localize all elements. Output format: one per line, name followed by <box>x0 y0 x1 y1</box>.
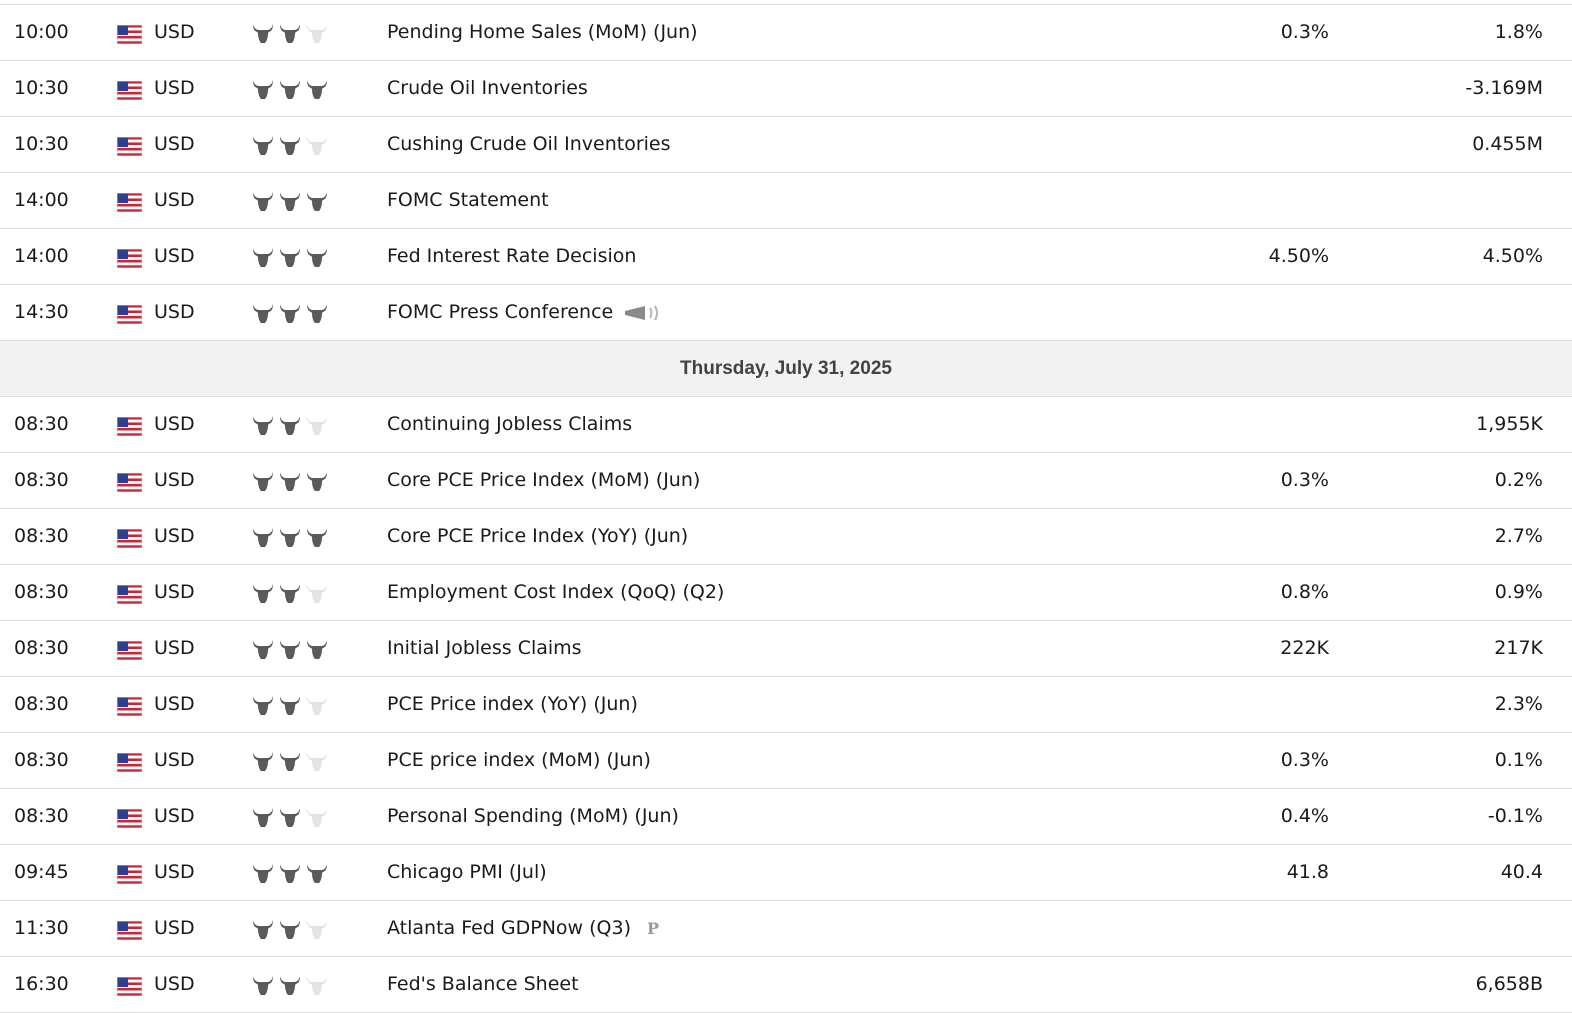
currency-code: USD <box>154 749 195 771</box>
event-time: 08:30 <box>14 469 69 491</box>
bull-icon <box>278 134 302 156</box>
bull-icon <box>305 470 329 492</box>
table-row[interactable] <box>0 229 1572 285</box>
currency-code: USD <box>154 917 195 939</box>
us-flag-icon <box>117 585 142 604</box>
event-time: 10:30 <box>14 77 69 99</box>
us-flag-icon <box>117 753 142 772</box>
event-name[interactable] <box>387 5 698 60</box>
event-name[interactable] <box>387 845 547 900</box>
event-name-text[interactable]: Pending Home Sales (MoM) (Jun) <box>387 21 698 43</box>
currency-code: USD <box>154 637 195 659</box>
event-time: 08:30 <box>14 413 69 435</box>
event-name[interactable] <box>387 285 667 340</box>
us-flag-icon <box>117 809 142 828</box>
bull-icon <box>278 806 302 828</box>
event-time: 08:30 <box>14 525 69 547</box>
event-name-text[interactable]: PCE Price index (YoY) (Jun) <box>387 693 638 715</box>
event-time: 08:30 <box>14 805 69 827</box>
event-name[interactable] <box>387 789 679 844</box>
table-row[interactable] <box>0 845 1572 901</box>
event-time: 10:30 <box>14 133 69 155</box>
bull-icon <box>251 190 275 212</box>
bull-icon <box>305 974 329 996</box>
event-name-text[interactable]: Chicago PMI (Jul) <box>387 861 547 883</box>
us-flag-icon <box>117 641 142 660</box>
us-flag-icon <box>117 25 142 44</box>
bull-icon <box>305 526 329 548</box>
previous-value: 1.8% <box>1494 21 1543 43</box>
table-row[interactable] <box>0 733 1572 789</box>
us-flag-icon <box>117 921 142 940</box>
event-time: 08:30 <box>14 693 69 715</box>
currency-code: USD <box>154 189 195 211</box>
bull-icon <box>278 750 302 772</box>
currency-code: USD <box>154 21 195 43</box>
event-name[interactable] <box>387 621 582 676</box>
currency-code: USD <box>154 301 195 323</box>
bull-icon <box>305 190 329 212</box>
event-name-text[interactable]: FOMC Press Conference <box>387 301 614 323</box>
bull-icon <box>251 134 275 156</box>
bull-icon <box>305 806 329 828</box>
table-row[interactable] <box>0 789 1572 845</box>
preliminary-icon: P <box>647 919 660 938</box>
currency-code: USD <box>154 413 195 435</box>
forecast-value: 0.3% <box>1280 749 1329 771</box>
us-flag-icon <box>117 137 142 156</box>
bull-icon <box>305 750 329 772</box>
date-header-row: Thursday, July 31, 2025 <box>0 341 1572 397</box>
us-flag-icon <box>117 305 142 324</box>
bull-icon <box>251 750 275 772</box>
event-name-text[interactable]: Personal Spending (MoM) (Jun) <box>387 805 679 827</box>
previous-value: 4.50% <box>1482 245 1543 267</box>
bull-icon <box>278 78 302 100</box>
currency-code: USD <box>154 245 195 267</box>
table-row[interactable] <box>0 509 1572 565</box>
importance-rating <box>251 134 329 156</box>
previous-value: 0.2% <box>1494 469 1543 491</box>
importance-rating <box>251 246 329 268</box>
event-time: 11:30 <box>14 917 69 939</box>
bull-icon <box>251 22 275 44</box>
us-flag-icon <box>117 417 142 436</box>
event-time: 08:30 <box>14 637 69 659</box>
table-row[interactable] <box>0 285 1572 341</box>
event-time: 08:30 <box>14 749 69 771</box>
forecast-value: 0.4% <box>1280 805 1329 827</box>
bull-icon <box>278 638 302 660</box>
previous-value: 40.4 <box>1500 861 1543 883</box>
bull-icon <box>251 302 275 324</box>
event-name[interactable] <box>387 61 588 116</box>
previous-value: 1,955K <box>1476 413 1543 435</box>
importance-rating <box>251 22 329 44</box>
bull-icon <box>278 526 302 548</box>
forecast-value: 222K <box>1280 637 1329 659</box>
bull-icon <box>278 22 302 44</box>
us-flag-icon <box>117 193 142 212</box>
bull-icon <box>251 78 275 100</box>
forecast-value: 0.3% <box>1280 469 1329 491</box>
forecast-value: 0.3% <box>1280 21 1329 43</box>
currency-code: USD <box>154 693 195 715</box>
bull-icon <box>278 694 302 716</box>
previous-value: 0.9% <box>1494 581 1543 603</box>
bull-icon <box>251 414 275 436</box>
event-time: 14:00 <box>14 189 69 211</box>
event-name-text[interactable]: Atlanta Fed GDPNow (Q3) <box>387 917 631 939</box>
importance-rating <box>251 190 329 212</box>
event-name[interactable] <box>387 453 700 508</box>
importance-rating <box>251 974 329 996</box>
event-time: 10:00 <box>14 21 69 43</box>
importance-rating <box>251 470 329 492</box>
bull-icon <box>305 246 329 268</box>
currency-code: USD <box>154 861 195 883</box>
previous-value: 2.7% <box>1494 525 1543 547</box>
bull-icon <box>305 862 329 884</box>
bull-icon <box>305 22 329 44</box>
bull-icon <box>305 78 329 100</box>
importance-rating <box>251 806 329 828</box>
previous-value: -3.169M <box>1465 77 1543 99</box>
event-name-text[interactable]: Fed's Balance Sheet <box>387 973 579 995</box>
bull-icon <box>305 582 329 604</box>
table-row[interactable] <box>0 901 1572 957</box>
currency-code: USD <box>154 973 195 995</box>
importance-rating <box>251 414 329 436</box>
bull-icon <box>305 638 329 660</box>
bull-icon <box>278 862 302 884</box>
us-flag-icon <box>117 249 142 268</box>
bull-icon <box>251 470 275 492</box>
event-name[interactable] <box>387 677 638 732</box>
event-name[interactable] <box>387 901 659 956</box>
bull-icon <box>305 302 329 324</box>
bull-icon <box>278 918 302 940</box>
table-row[interactable] <box>0 173 1572 229</box>
event-time: 08:30 <box>14 581 69 603</box>
importance-rating <box>251 302 329 324</box>
currency-code: USD <box>154 133 195 155</box>
importance-rating <box>251 694 329 716</box>
bull-icon <box>278 414 302 436</box>
table-row[interactable] <box>0 61 1572 117</box>
us-flag-icon <box>117 865 142 884</box>
event-time: 14:30 <box>14 301 69 323</box>
importance-rating <box>251 78 329 100</box>
event-name-text[interactable]: Continuing Jobless Claims <box>387 413 633 435</box>
previous-value: 217K <box>1494 637 1543 659</box>
us-flag-icon <box>117 473 142 492</box>
event-name-text[interactable]: Initial Jobless Claims <box>387 637 582 659</box>
table-row[interactable] <box>0 621 1572 677</box>
event-name-text[interactable]: Crude Oil Inventories <box>387 77 588 99</box>
importance-rating <box>251 918 329 940</box>
currency-code: USD <box>154 525 195 547</box>
bull-icon <box>251 694 275 716</box>
event-name-text[interactable]: Employment Cost Index (QoQ) (Q2) <box>387 581 725 603</box>
bull-icon <box>278 582 302 604</box>
bull-icon <box>251 974 275 996</box>
event-name[interactable] <box>387 957 579 1012</box>
event-name[interactable] <box>387 565 724 620</box>
bull-icon <box>305 414 329 436</box>
bull-icon <box>278 190 302 212</box>
event-time: 14:00 <box>14 245 69 267</box>
event-name[interactable] <box>387 117 671 172</box>
table-row[interactable] <box>0 957 1572 1013</box>
importance-rating <box>251 526 329 548</box>
table-row[interactable] <box>0 453 1572 509</box>
event-time: 09:45 <box>14 861 69 883</box>
currency-code: USD <box>154 581 195 603</box>
bull-icon <box>251 582 275 604</box>
us-flag-icon <box>117 977 142 996</box>
forecast-value: 4.50% <box>1268 245 1329 267</box>
importance-rating <box>251 750 329 772</box>
forecast-value: 0.8% <box>1280 581 1329 603</box>
event-name-text[interactable]: PCE price index (MoM) (Jun) <box>387 749 651 771</box>
bull-icon <box>278 974 302 996</box>
forecast-value: 41.8 <box>1286 861 1329 883</box>
table-row[interactable] <box>0 5 1572 61</box>
event-name[interactable] <box>387 397 632 452</box>
event-name-text[interactable]: Fed Interest Rate Decision <box>387 245 637 267</box>
event-name[interactable] <box>387 173 549 228</box>
currency-code: USD <box>154 469 195 491</box>
event-name-text[interactable]: Core PCE Price Index (YoY) (Jun) <box>387 525 689 547</box>
event-name-text[interactable]: Cushing Crude Oil Inventories <box>387 133 671 155</box>
event-name-text[interactable]: FOMC Statement <box>387 189 549 211</box>
previous-value: 2.3% <box>1494 693 1543 715</box>
currency-code: USD <box>154 805 195 827</box>
bull-icon <box>305 694 329 716</box>
importance-rating <box>251 582 329 604</box>
table-row[interactable] <box>0 117 1572 173</box>
previous-value: 0.1% <box>1494 749 1543 771</box>
us-flag-icon <box>117 529 142 548</box>
bull-icon <box>278 302 302 324</box>
bull-icon <box>305 134 329 156</box>
importance-rating <box>251 862 329 884</box>
previous-value: 0.455M <box>1472 133 1543 155</box>
event-name-text[interactable]: Core PCE Price Index (MoM) (Jun) <box>387 469 701 491</box>
table-row[interactable] <box>0 397 1572 453</box>
table-row[interactable] <box>0 677 1572 733</box>
bull-icon <box>278 246 302 268</box>
previous-value: 6,658B <box>1475 973 1543 995</box>
us-flag-icon <box>117 81 142 100</box>
us-flag-icon <box>117 697 142 716</box>
bull-icon <box>251 862 275 884</box>
speaker-icon <box>623 303 667 323</box>
bull-icon <box>251 918 275 940</box>
bull-icon <box>278 470 302 492</box>
importance-rating <box>251 638 329 660</box>
event-name[interactable] <box>387 733 651 788</box>
bull-icon <box>251 526 275 548</box>
event-time: 16:30 <box>14 973 69 995</box>
table-row[interactable] <box>0 565 1572 621</box>
previous-value: -0.1% <box>1487 805 1543 827</box>
event-name[interactable] <box>387 509 688 564</box>
bull-icon <box>305 918 329 940</box>
event-name[interactable] <box>387 229 636 284</box>
currency-code: USD <box>154 77 195 99</box>
bull-icon <box>251 246 275 268</box>
bull-icon <box>251 806 275 828</box>
bull-icon <box>251 638 275 660</box>
